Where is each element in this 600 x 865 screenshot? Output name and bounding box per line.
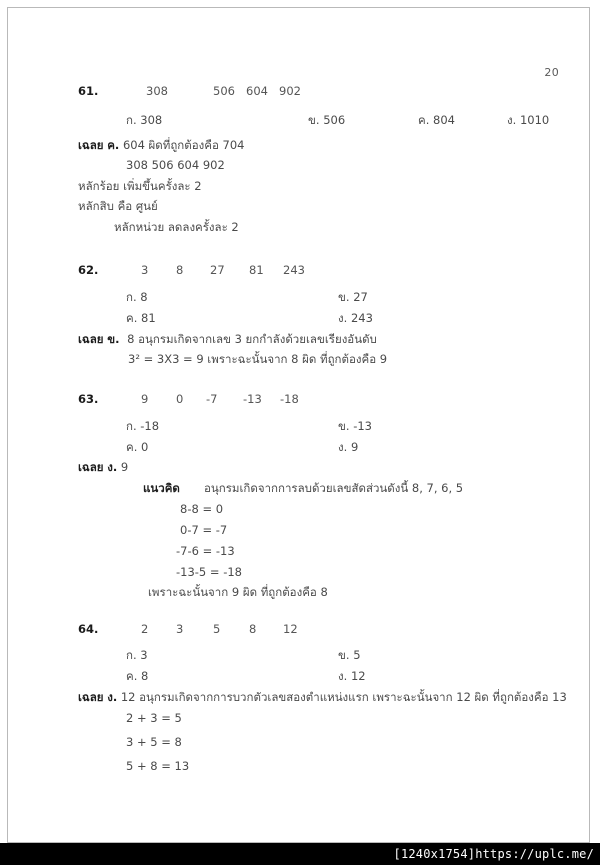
choice-61-b-value: 506 (323, 113, 346, 127)
choice-61-a-value: 308 (140, 113, 163, 127)
watermark-text: [1240x1754]https://uplc.me/ (393, 847, 594, 861)
page-number: 20 (544, 66, 559, 79)
answer-prefix-64: เฉลย (78, 690, 104, 704)
answer-prefix-62: เฉลย (78, 332, 104, 346)
choice-61-b[interactable] (308, 114, 345, 127)
choice-63-a[interactable] (126, 420, 159, 433)
choice-63-d-key: ง. (338, 440, 348, 454)
choice-64-d[interactable] (338, 670, 366, 683)
work-line-62-0: 3² = 3X3 = 9 เพราะฉะนั้นจาก 8 ผิด ที่ถูกต้องคือ 9 (128, 352, 388, 366)
choice-61-b-key: ข. (308, 113, 320, 127)
work-line-61-2: หลักสิบ คือ ศูนย์ (78, 199, 158, 213)
sequence-value-62-3: 81 (249, 263, 264, 277)
choice-62-c[interactable] (126, 312, 156, 325)
concept-text-63: อนุกรมเกิดจากการลบด้วยเลขสัดส่วนดังนี้ 8, 7, 6, 5 (204, 481, 464, 495)
choice-64-c-value: 8 (141, 669, 149, 683)
choice-64-d-value: 12 (350, 669, 366, 683)
answer-text-63: 9 (120, 460, 129, 474)
answer-key-61: ค. (107, 138, 120, 152)
choice-62-b-key: ข. (338, 290, 350, 304)
answer-key-62: ข. (107, 332, 120, 346)
answer-text-61: 604 ผิดที่ถูกต้องคือ 704 (122, 138, 245, 152)
question-number-64: 64. (78, 622, 99, 636)
sequence-value-61-3: 902 (279, 84, 301, 98)
choice-63-b-key: ข. (338, 419, 350, 433)
sequence-value-64-1: 3 (176, 622, 184, 636)
choice-62-b[interactable] (338, 291, 368, 304)
sequence-value-63-3: -13 (243, 392, 262, 406)
sequence-value-62-0: 3 (141, 263, 149, 277)
choice-61-a[interactable] (126, 114, 162, 127)
choice-63-d[interactable] (338, 441, 358, 454)
work-line-63-4: เพราะฉะนั้นจาก 9 ผิด ที่ถูกต้องคือ 8 (148, 585, 328, 599)
choice-63-b[interactable] (338, 420, 372, 433)
sequence-value-63-0: 9 (141, 392, 149, 406)
choice-61-c-value: 804 (433, 113, 455, 127)
document-page (7, 7, 590, 843)
choice-64-a-value: 3 (140, 648, 148, 662)
watermark-footer (0, 843, 600, 865)
choice-62-d-key: ง. (338, 311, 348, 325)
choice-63-c-key: ค. (126, 440, 138, 454)
choice-63-c[interactable] (126, 441, 148, 454)
work-line-63-2: -7-6 = -13 (176, 544, 235, 558)
choice-61-a-key: ก. (126, 113, 137, 127)
work-line-61-1: หลักร้อย เพิ่มขึ้นครั้งละ 2 (78, 179, 202, 193)
answer-line-63 (78, 461, 128, 474)
work-line-63-1: 0-7 = -7 (180, 523, 228, 537)
choice-64-c-key: ค. (126, 669, 138, 683)
sequence-value-61-2: 604 (246, 84, 268, 98)
sequence-value-61-0: 308 (146, 84, 168, 98)
work-line-63-3: -13-5 = -18 (176, 565, 242, 579)
choice-64-b-key: ข. (338, 648, 350, 662)
answer-prefix-61: เฉลย (78, 138, 104, 152)
sequence-value-63-1: 0 (176, 392, 184, 406)
answer-line-62 (78, 333, 377, 346)
answer-line-64 (78, 691, 567, 704)
choice-64-d-key: ง. (338, 669, 348, 683)
choice-62-a[interactable] (126, 291, 148, 304)
choice-63-d-value: 9 (350, 440, 359, 454)
choice-64-a[interactable] (126, 649, 148, 662)
choice-61-d-key: ง. (507, 113, 517, 127)
choice-63-c-value: 0 (141, 440, 149, 454)
choice-64-b-value: 5 (353, 648, 361, 662)
choice-62-d-value: 243 (350, 311, 373, 325)
sequence-value-64-2: 5 (213, 622, 221, 636)
answer-text-64: 12 อนุกรมเกิดจากการบวกตัวเลขสองตำแหน่งแรก เพราะฉะนั้นจาก 12 ผิด ที่ถูกต้องคือ 13 (120, 690, 567, 704)
work-line-63-0: 8-8 = 0 (180, 502, 224, 516)
choice-63-b-value: -13 (353, 419, 372, 433)
answer-line-61 (78, 139, 244, 152)
choice-64-c[interactable] (126, 670, 148, 683)
choice-64-a-key: ก. (126, 648, 137, 662)
work-line-61-0: 308 506 604 902 (126, 158, 225, 172)
choice-63-a-value: -18 (140, 419, 160, 433)
answer-key-64: ง. (107, 690, 118, 704)
choice-62-c-key: ค. (126, 311, 138, 325)
sequence-value-62-4: 243 (283, 263, 305, 277)
answer-prefix-63: เฉลย (78, 460, 104, 474)
question-number-63: 63. (78, 392, 99, 406)
work-line-64-1: 3 + 5 = 8 (126, 735, 182, 749)
choice-62-b-value: 27 (353, 290, 368, 304)
choice-63-a-key: ก. (126, 419, 137, 433)
choice-62-c-value: 81 (141, 311, 156, 325)
question-number-61: 61. (78, 84, 99, 98)
choice-61-c-key: ค. (418, 113, 430, 127)
choice-61-c[interactable] (418, 114, 455, 127)
sequence-value-64-3: 8 (249, 622, 257, 636)
sequence-value-62-2: 27 (210, 263, 225, 277)
choice-61-d[interactable] (507, 114, 549, 127)
sequence-value-64-0: 2 (141, 622, 149, 636)
sequence-value-64-4: 12 (283, 622, 298, 636)
sequence-value-63-2: -7 (206, 392, 218, 406)
answer-text-62: 8 อนุกรมเกิดจากเลข 3 ยกกำลังด้วยเลขเรียงอันดับ (127, 332, 377, 346)
sequence-value-61-1: 506 (213, 84, 235, 98)
choice-64-b[interactable] (338, 649, 361, 662)
concept-label-63: แนวคิด (143, 481, 180, 495)
work-line-61-3: หลักหน่วย ลดลงครั้งละ 2 (114, 220, 239, 234)
choice-62-a-key: ก. (126, 290, 137, 304)
sequence-value-62-1: 8 (176, 263, 184, 277)
choice-62-a-value: 8 (140, 290, 148, 304)
choice-61-d-value: 1010 (519, 113, 550, 127)
work-line-64-2: 5 + 8 = 13 (126, 759, 190, 773)
choice-62-d[interactable] (338, 312, 373, 325)
work-line-64-0: 2 + 3 = 5 (126, 711, 182, 725)
sequence-value-63-4: -18 (280, 392, 299, 406)
question-number-62: 62. (78, 263, 99, 277)
answer-key-63: ง. (107, 460, 118, 474)
